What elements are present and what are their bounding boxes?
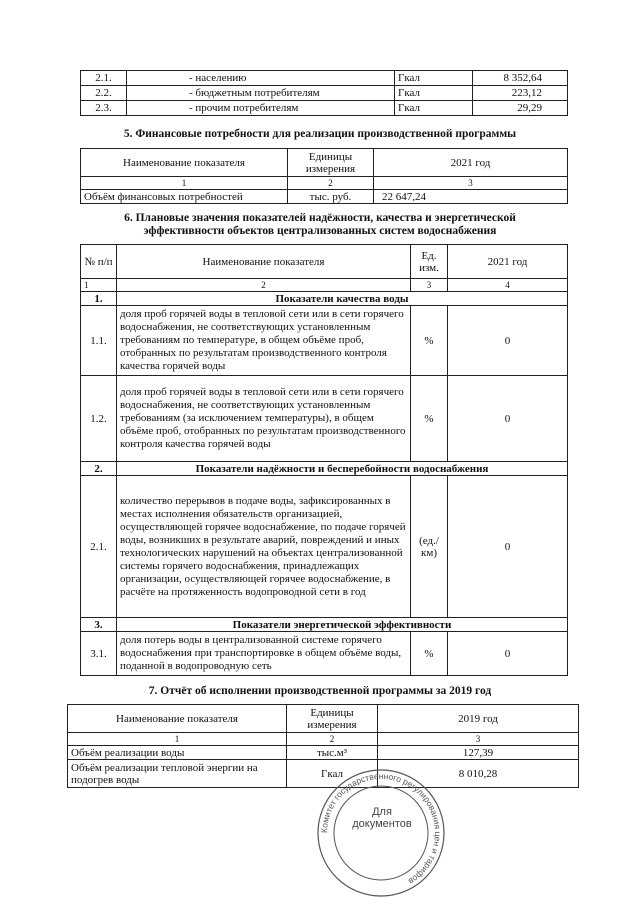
- table-row: [81, 86, 568, 101]
- section-6-title-line-1: 6. Плановые значения показателей надёжности, качества и энергетической: [124, 212, 516, 224]
- table-row: [81, 101, 568, 116]
- group-title: Показатели надёжности и бесперебойности водоснабжения: [117, 462, 568, 476]
- row-number: 1.1.: [81, 306, 117, 376]
- row-value: 0: [448, 306, 568, 376]
- stamp-line-1: Для: [372, 806, 392, 818]
- row-name: Объём реализации воды: [68, 746, 287, 760]
- group-row: [81, 618, 568, 632]
- row-unit: Гкал: [395, 71, 473, 86]
- row-name: - бюджетным потребителям: [127, 86, 395, 101]
- table-header-row: [81, 149, 568, 177]
- row-unit: %: [411, 376, 448, 462]
- group-row: [81, 292, 568, 306]
- row-text: доля проб горячей воды в тепловой сети или в сети горячего водоснабжения, не соответствующих установленным требованиям (за исключением температуры), в общем объёме проб, отобранных по результатам производственного контроля качества горячей воды: [117, 376, 411, 462]
- section-6-title-line-2: эффективности объектов централизованных систем водоснабжения: [143, 225, 497, 237]
- row-value: 22 647,24: [374, 190, 568, 204]
- column-number: 3: [378, 733, 579, 746]
- row-text: количество перерывов в подаче воды, зафиксированных в местах исполнения обязательств организацией, осуществляющей горячее водоснабжение, по подаче горячей воды, возникших в результате аварий, повреждений и иных технологических нарушений на объектах централизованной системы горячего водоснабжения, принадлежащих организации, осуществляющей горячее водоснабжение, в расчёте на протяженность водопроводной сети в год: [117, 476, 411, 618]
- group-number: 1.: [81, 292, 117, 306]
- table-row: [68, 746, 579, 760]
- table-header-row: [68, 705, 579, 733]
- row-value: 0: [448, 476, 568, 618]
- row-number: 2.1.: [81, 71, 127, 86]
- table-row: [81, 376, 568, 462]
- row-value: 8 010,28: [378, 760, 579, 788]
- column-number-row: [81, 177, 568, 190]
- header-name: Наименование показателя: [81, 149, 288, 177]
- group-title: Показатели энергетической эффективности: [117, 618, 568, 632]
- column-number: 4: [448, 279, 568, 292]
- column-number: 1: [68, 733, 287, 746]
- header-unit: Единицы измерения: [288, 149, 374, 177]
- row-value: 0: [448, 376, 568, 462]
- row-unit: %: [411, 306, 448, 376]
- row-unit: Гкал: [287, 760, 378, 788]
- row-unit: Гкал: [395, 101, 473, 116]
- header-year: 2021 год: [374, 149, 568, 177]
- section-6-table: [80, 244, 568, 676]
- row-name: Объём реализации тепловой энергии на подогрев воды: [68, 760, 287, 788]
- column-number: 3: [374, 177, 568, 190]
- section-7-title: 7. Отчёт об исполнении производственной программы за 2019 год: [148, 685, 492, 697]
- row-value: 127,39: [378, 746, 579, 760]
- row-unit: (ед./км): [411, 476, 448, 618]
- group-number: 2.: [81, 462, 117, 476]
- section-5-title: 5. Финансовые потребности для реализации производственной программы: [123, 128, 517, 140]
- header-name: Наименование показателя: [117, 245, 411, 279]
- table-row: [81, 632, 568, 676]
- row-name: - населению: [127, 71, 395, 86]
- section-5-table: [80, 148, 568, 204]
- row-unit: %: [411, 632, 448, 676]
- row-name: - прочим потребителям: [127, 101, 395, 116]
- stamp-line-2: документов: [352, 818, 412, 830]
- row-unit: тыс.м³: [287, 746, 378, 760]
- stamp-ring-text: Комитет государственного регулирования цен и тарифов: [318, 770, 444, 887]
- group-number: 3.: [81, 618, 117, 632]
- top-table: [80, 70, 568, 116]
- row-value: 0: [448, 632, 568, 676]
- column-number: 1: [81, 279, 117, 292]
- section-6-title: [60, 212, 580, 238]
- row-unit: тыс. руб.: [288, 190, 374, 204]
- row-number: 2.2.: [81, 86, 127, 101]
- header-name: Наименование показателя: [68, 705, 287, 733]
- column-number: 2: [287, 733, 378, 746]
- row-text: доля потерь воды в централизованной системе горячего водоснабжения при транспортировке в общем объёме воды, поданной в водопроводную сеть: [117, 632, 411, 676]
- column-number: 1: [81, 177, 288, 190]
- table-row: [81, 71, 568, 86]
- row-text: доля проб горячей воды в тепловой сети или в сети горячего водоснабжения, не соответствующих установленным требованиям по температуре, в общем объёме проб, отобранных по результатам производственного контроля качества горячей воды: [117, 306, 411, 376]
- row-name: Объём финансовых потребностей: [81, 190, 288, 204]
- stamp-caption: [352, 806, 412, 830]
- row-number: 2.3.: [81, 101, 127, 116]
- column-number: 3: [411, 279, 448, 292]
- column-number-row: [81, 279, 568, 292]
- column-number: 2: [288, 177, 374, 190]
- table-row: [81, 190, 568, 204]
- row-value: 223,12: [473, 86, 568, 101]
- row-value: 29,29: [473, 101, 568, 116]
- row-unit: Гкал: [395, 86, 473, 101]
- table-row: [81, 476, 568, 618]
- row-number: 2.1.: [81, 476, 117, 618]
- header-unit: Ед. изм.: [411, 245, 448, 279]
- official-stamp: [316, 768, 446, 898]
- row-number: 1.2.: [81, 376, 117, 462]
- group-title: Показатели качества воды: [117, 292, 568, 306]
- row-number: 3.1.: [81, 632, 117, 676]
- group-row: [81, 462, 568, 476]
- header-year: 2019 год: [378, 705, 579, 733]
- header-num: № п/п: [81, 245, 117, 279]
- column-number-row: [68, 733, 579, 746]
- row-value: 8 352,64: [473, 71, 568, 86]
- table-header-row: [81, 245, 568, 279]
- table-row: [81, 306, 568, 376]
- header-unit: Единицы измерения: [287, 705, 378, 733]
- header-year: 2021 год: [448, 245, 568, 279]
- column-number: 2: [117, 279, 411, 292]
